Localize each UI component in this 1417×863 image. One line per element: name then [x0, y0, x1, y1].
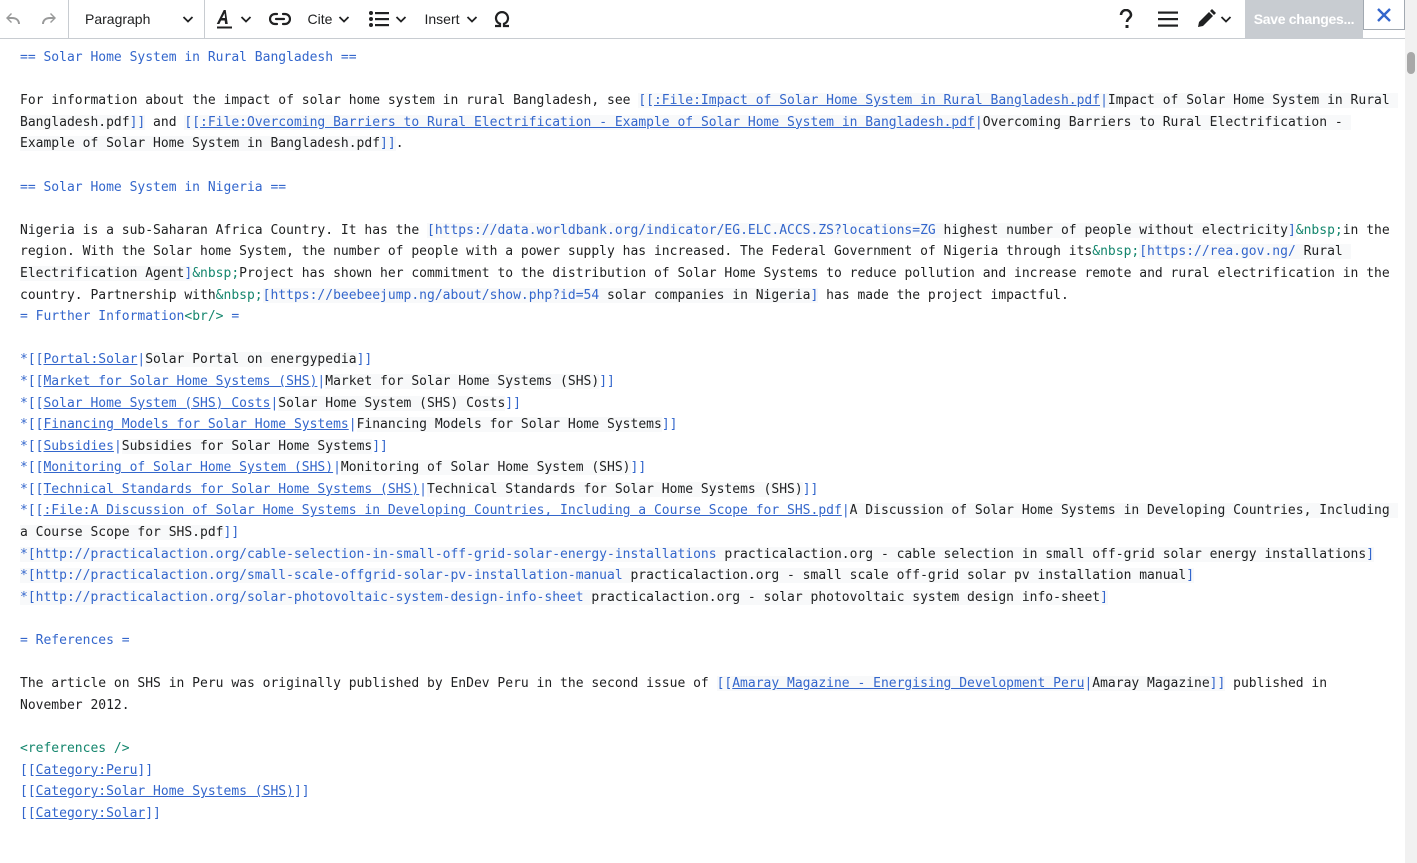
link-label: practicalaction.org - cable selection in small off-grid solar energy installations [716, 546, 1367, 562]
list-item [20, 371, 1390, 393]
link-markup: ]] [293, 784, 310, 800]
link-label: Monitoring of Solar Home System (SHS) [340, 460, 631, 476]
link-label: Solar Home System (SHS) Costs [278, 395, 506, 411]
wikilink-target[interactable]: :File:Impact of Solar Home System in Rural Bangladesh.pdf [653, 93, 1101, 109]
paragraph-text: Nigeria is a sub-Saharan Africa Country. It has the [20, 222, 427, 238]
link-markup: ] [1186, 568, 1195, 584]
chevron-down-icon [338, 13, 350, 25]
link-markup: ]] [661, 417, 678, 433]
link-pipe: | [841, 503, 850, 519]
link-label: highest number of people without electricity [935, 222, 1288, 238]
link-markup: *[[ [20, 481, 44, 497]
link-pipe: | [348, 417, 357, 433]
page-options-button[interactable] [1147, 0, 1189, 38]
wikilink-target[interactable]: Amaray Magazine - Energising Development Peru [732, 676, 1085, 692]
link-label: Subsidies for Solar Home Systems [121, 438, 373, 454]
special-character-button[interactable] [486, 0, 518, 38]
scrollbar[interactable] [1405, 0, 1417, 863]
list-item [20, 436, 1390, 458]
link-label: Solar Portal on energypedia [145, 352, 357, 368]
link-markup: ]] [505, 395, 521, 411]
blank-line [20, 155, 1390, 177]
wikilink-target[interactable]: Market for Solar Home Systems (SHS) [43, 373, 318, 389]
paragraph-bangladesh [20, 90, 1398, 155]
paragraph-text: has made the project impactful. [818, 287, 1069, 303]
link-markup: ]] [1209, 676, 1226, 692]
link-markup: ]] [137, 762, 154, 778]
heading-references [20, 630, 1390, 652]
link-markup: ] [1100, 589, 1108, 605]
link-markup: ] [184, 265, 193, 281]
chevron-down-icon [395, 13, 407, 25]
link-markup: [[ [20, 784, 36, 800]
category-line [20, 760, 1390, 782]
link-label: Financing Models for Solar Home Systems [356, 417, 662, 433]
paragraph-text: The article on SHS in Peru was originally published by EnDev Peru in the second issue of [20, 676, 717, 692]
link-label: solar companies in Nigeria [599, 287, 811, 303]
link-pipe: | [270, 395, 279, 411]
heading-further-information [20, 306, 1390, 328]
category-link[interactable]: Category:Peru [35, 762, 138, 778]
link-markup: [[ [20, 762, 36, 778]
wikilink-target[interactable]: Technical Standards for Solar Home Systems (SHS) [43, 481, 420, 497]
link-markup: ]] [802, 481, 819, 497]
external-link-url[interactable]: [https://beebeejump.ng/about/show.php?id=54 [262, 287, 600, 303]
chevron-down-icon [240, 13, 252, 25]
paragraph-nigeria [20, 220, 1398, 306]
link-label: Rural Electrification Agent [20, 244, 1351, 281]
html-tag: <br/> [184, 309, 224, 325]
link-markup: *[[ [20, 395, 44, 411]
category-line [20, 803, 1390, 825]
paragraph-text: Project has shown her commitment to the distribution of Solar Home Systems to reduce pollution and increase remote and rural electrification in the country. Partnership with [20, 265, 1398, 303]
text-style-dropdown[interactable] [204, 0, 262, 38]
link-markup: *[[ [20, 460, 44, 476]
category-line [20, 781, 1390, 803]
link-label: practicalaction.org - small scale off-grid solar pv installation manual [622, 568, 1187, 584]
menu-icon [1158, 11, 1178, 27]
external-link-url[interactable]: [https://data.worldbank.org/indicator/EG.ELC.ACCS.ZS?locations=ZG [427, 222, 936, 238]
redo-icon [38, 9, 58, 29]
link-markup: ]] [356, 352, 373, 368]
wikilink-target[interactable]: Financing Models for Solar Home Systems [43, 417, 349, 433]
link-markup: ]] [630, 460, 647, 476]
undo-icon [4, 9, 24, 29]
link-markup: *[[ [20, 438, 44, 454]
heading-text: == Solar Home System in Nigeria == [20, 179, 287, 195]
link-pipe: | [137, 352, 146, 368]
paragraph-text: For information about the impact of solar home system in rural Bangladesh, see [20, 93, 639, 109]
link-markup: ]] [372, 438, 388, 454]
wikilink-target[interactable]: Portal:Solar [43, 352, 138, 368]
bullet-list-icon [369, 11, 389, 27]
link-pipe: | [113, 438, 122, 454]
text-style-icon [216, 8, 234, 30]
link-label: Market for Solar Home Systems (SHS) [325, 373, 600, 389]
references-tag-line [20, 738, 1390, 760]
link-markup: *[[ [20, 503, 44, 519]
help-icon [1119, 9, 1133, 29]
list-item [20, 393, 1390, 415]
link-pipe: | [1100, 93, 1108, 109]
link-markup: ]] [223, 525, 240, 541]
wikilink-target[interactable]: :File:A Discussion of Solar Home Systems in Developing Countries, Including a Course Scope for SHS.pdf [43, 503, 842, 519]
close-icon [1376, 7, 1392, 23]
insert-label: Insert [424, 11, 460, 27]
link-pipe: | [317, 373, 326, 389]
blank-line [20, 69, 1390, 91]
paragraph-text: published in November 2012. [20, 676, 1335, 713]
link-markup: *[[ [20, 417, 44, 433]
chevron-down-icon [1220, 13, 1232, 25]
list-item [20, 457, 1390, 479]
heading-nigeria [20, 177, 1390, 199]
html-entity: &nbsp; [1092, 244, 1140, 260]
save-changes-button[interactable]: Save changes... [1245, 0, 1363, 38]
wikilink-target[interactable]: Subsidies [43, 438, 114, 454]
link-markup: ] [1287, 222, 1296, 238]
list-item [20, 565, 1390, 587]
chevron-down-icon [182, 13, 194, 25]
list-item [20, 414, 1390, 436]
undo-button[interactable] [0, 0, 28, 38]
wikitext-editor[interactable] [20, 47, 1398, 824]
link-markup: ]] [129, 114, 146, 130]
list-dropdown[interactable] [360, 0, 416, 38]
blank-line [20, 328, 1390, 350]
link-pipe: | [1084, 676, 1093, 692]
link-pipe: | [974, 114, 983, 130]
external-link-url[interactable]: *[http://practicalaction.org/solar-photovoltaic-system-design-info-sheet [20, 589, 584, 605]
paragraph-text: . [395, 136, 404, 152]
help-button[interactable] [1105, 0, 1147, 38]
link-label: Technical Standards for Solar Home Systems (SHS) [427, 481, 803, 497]
wikilink-target[interactable]: Solar Home System (SHS) Costs [43, 395, 271, 411]
paragraph-text: and [145, 114, 185, 130]
list-item [20, 587, 1390, 609]
blank-line [20, 652, 1390, 674]
editor-toolbar [0, 0, 1405, 39]
scrollbar-thumb[interactable] [1407, 52, 1415, 74]
cite-label: Cite [307, 11, 333, 27]
link-markup: ] [1366, 546, 1375, 562]
link-markup: *[[ [20, 373, 44, 389]
link-markup: ]] [599, 373, 615, 389]
link-label: A Discussion of Solar Home Systems in Developing Countries, Including a Course Scope for SHS.pdf [20, 503, 1398, 541]
html-entity: &nbsp; [1295, 222, 1343, 238]
heading-text: = [223, 309, 240, 325]
cite-dropdown[interactable] [298, 0, 360, 38]
link-markup: ]] [145, 805, 161, 821]
external-link-url[interactable]: *[http://practicalaction.org/cable-selection-in-small-off-grid-solar-energy-installations [20, 546, 717, 562]
edit-mode-dropdown[interactable] [1189, 0, 1239, 38]
list-item [20, 479, 1390, 501]
paragraph-text: in the region. With the Solar home System, the number of people with a power supply has increased. The Federal Government of Nigeria through its [20, 222, 1398, 260]
link-markup: [[ [184, 114, 201, 130]
pencil-icon [1196, 9, 1216, 29]
link-markup: [[ [638, 93, 654, 109]
category-link[interactable]: Category:Solar [35, 805, 146, 821]
insert-dropdown[interactable] [416, 0, 486, 38]
link-markup: ]] [380, 136, 396, 152]
redo-button[interactable] [28, 0, 68, 38]
omega-icon [492, 9, 512, 29]
paragraph-format-dropdown[interactable] [68, 0, 204, 38]
html-entity: &nbsp; [215, 287, 263, 303]
link-markup: [[ [716, 676, 733, 692]
link-label: Impact of Solar Home System in Rural Bangladesh.pdf [20, 93, 1398, 130]
link-icon [269, 12, 291, 26]
blank-line [20, 716, 1390, 738]
list-item [20, 349, 1390, 371]
wikilink-target[interactable]: :File:Overcoming Barriers to Rural Electrification - Example of Solar Home System in Bangladesh.pdf [200, 114, 975, 130]
chevron-down-icon [466, 13, 478, 25]
link-markup: *[[ [20, 352, 44, 368]
wikilink-target[interactable]: Monitoring of Solar Home System (SHS) [43, 460, 334, 476]
paragraph-format-label: Paragraph [85, 11, 151, 27]
paragraph-references [20, 673, 1390, 716]
heading-text: = Further Information [20, 309, 185, 325]
list-item [20, 544, 1390, 566]
html-entity: &nbsp; [192, 265, 240, 281]
link-label: Overcoming Barriers to Rural Electrification - Example of Solar Home System in Bangladesh.pdf [20, 114, 1351, 152]
link-pipe: | [419, 481, 427, 497]
link-markup: [[ [20, 805, 36, 821]
heading-text: == Solar Home System in Rural Bangladesh == [20, 50, 357, 65]
category-link[interactable]: Category:Solar Home Systems (SHS) [35, 784, 294, 800]
heading-bangladesh [20, 47, 1390, 69]
heading-text: = References = [20, 633, 130, 649]
link-button[interactable] [262, 0, 298, 38]
html-tag: <references /> [20, 741, 130, 756]
link-label: practicalaction.org - solar photovoltaic system design info-sheet [583, 589, 1101, 605]
blank-line [20, 608, 1390, 630]
link-pipe: | [333, 460, 341, 476]
external-link-url[interactable]: *[http://practicalaction.org/small-scale-offgrid-solar-pv-installation-manual [20, 568, 623, 584]
close-button[interactable] [1363, 0, 1405, 30]
blank-line [20, 198, 1390, 220]
list-item [20, 500, 1398, 543]
external-link-url[interactable]: [https://rea.gov.ng/ [1139, 244, 1296, 260]
link-label: Amaray Magazine [1092, 676, 1210, 692]
link-markup: ] [810, 287, 819, 303]
